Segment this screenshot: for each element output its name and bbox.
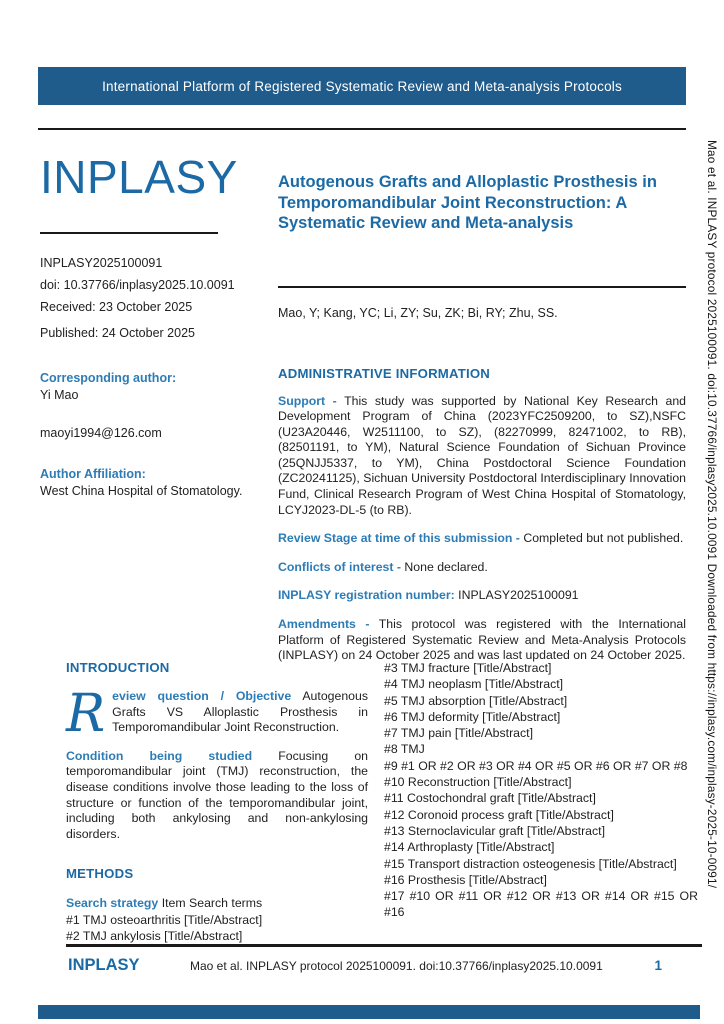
amendments-label: Amendments - — [278, 617, 370, 632]
search-strategy-label: Search strategy — [66, 896, 159, 911]
logo-divider — [40, 232, 218, 234]
administrative-heading: ADMINISTRATIVE INFORMATION — [278, 365, 491, 381]
support-text: This study was supported by National Key Research and Development Program of China (2023YFC2509200, to SZ),NSFC (U23A20446, W2511100, to SZ), (82270999, 82471002, to RB), (82501191, to YM), Natural Science Foundation of Sichuan Province (25QNJJ5337, to YM), China Postdoctoral Science Foundation (ZC20241125), Sichuan University Postdoctoral Interdisciplinary Innovation Fund, Clinical Research Program of West China Hospital of Stomatology, LCYJ2023-DL-5 (to RB). — [278, 393, 686, 517]
published-date: Published: 24 October 2025 — [40, 326, 195, 340]
search-term: #6 TMJ deformity [Title/Abstract] — [384, 709, 561, 724]
condition-text: Focusing on temporomandibular joint (TMJ) reconstruction, the disease conditions involve those leading to the loss of structure or function of the temporomandibular joint, including both ankylosing and non-ankylosing disorders. — [66, 748, 369, 841]
search-term: #8 TMJ — [384, 742, 425, 757]
methods-heading: METHODS — [66, 866, 134, 882]
conflicts-paragraph — [278, 560, 686, 576]
registration-number-text: INPLASY2025100091 — [458, 588, 579, 603]
vertical-citation-text: Mao et al. INPLASY protocol 2025100091. doi:10.37766/inplasy2025.10.0091 Downloaded from https://inplasy.com/inplasy-2025-10-0091/ — [705, 140, 719, 889]
search-term: #5 TMJ absorption [Title/Abstract] — [384, 693, 568, 708]
amendments-paragraph — [278, 617, 686, 664]
footer-citation: Mao et al. INPLASY protocol 2025100091. doi:10.37766/inplasy2025.10.0091 — [190, 959, 603, 973]
review-stage-text: Completed but not published. — [523, 531, 684, 546]
search-term: #9 #1 OR #2 OR #3 OR #4 OR #5 OR #6 OR #7 OR #8 — [384, 758, 688, 773]
corresponding-author-name: Yi Mao — [40, 388, 79, 402]
registration-id: INPLASY2025100091 — [40, 256, 163, 270]
search-term: #11 Costochondral graft [Title/Abstract] — [384, 791, 596, 806]
platform-banner-text: International Platform of Registered Systematic Review and Meta-analysis Protocols — [102, 78, 622, 94]
search-term: #12 Coronoid process graft [Title/Abstract] — [384, 807, 614, 822]
search-term: #13 Sternoclavicular graft [Title/Abstract] — [384, 823, 605, 838]
main-column — [278, 172, 686, 664]
support-label: Support - — [278, 393, 337, 408]
doi: doi: 10.37766/inplasy2025.10.0091 — [40, 278, 235, 292]
article-title: Autogenous Grafts and Alloplastic Prosthesis in Temporomandibular Joint Reconstruction: A Systematic Review and Meta-analysis — [278, 173, 657, 232]
platform-banner — [38, 67, 686, 105]
search-term: #3 TMJ fracture [Title/Abstract] — [384, 661, 552, 675]
lower-two-column-section — [66, 660, 698, 944]
corresponding-author-label: Corresponding author: — [40, 371, 177, 385]
registration-number-label: INPLASY registration number: — [278, 588, 455, 603]
review-question-paragraph — [66, 684, 368, 744]
affiliation-name: West China Hospital of Stomatology. — [40, 484, 243, 498]
search-term: #14 Arthroplasty [Title/Abstract] — [384, 840, 555, 855]
corresponding-author-email: maoyi1994@126.com — [40, 426, 162, 440]
title-divider — [278, 286, 686, 288]
review-question-label: eview question / Objective — [112, 689, 292, 703]
search-term: #17 #10 OR #11 OR #12 OR #13 OR #14 OR #15 OR #16 — [384, 889, 698, 920]
search-strategy-line — [66, 895, 368, 911]
search-strategy-intro: Item Search terms — [161, 896, 263, 911]
search-term: #16 Prosthesis [Title/Abstract] — [384, 872, 547, 887]
metadata-column — [40, 152, 272, 500]
conflicts-text: None declared. — [404, 559, 488, 574]
condition-paragraph — [66, 749, 368, 843]
search-term: #2 TMJ ankylosis [Title/Abstract] — [66, 928, 243, 943]
review-question-text: Autogenous Grafts VS Alloplastic Prosthesis in Temporomandibular Joint Reconstruction. — [112, 689, 368, 735]
footer-logo: INPLASY — [68, 956, 140, 974]
conflicts-label: Conflicts of interest - — [278, 559, 401, 574]
top-divider — [38, 128, 686, 130]
bottom-blue-bar — [38, 1005, 700, 1019]
introduction-column — [66, 660, 368, 944]
footer-divider — [66, 944, 702, 947]
review-stage-label: Review Stage at time of this submission - — [278, 531, 520, 546]
corresponding-author-block — [40, 370, 272, 404]
footer — [68, 956, 662, 975]
review-stage-paragraph — [278, 531, 686, 547]
amendments-text: This protocol was registered with the International Platform of Registered Systematic Review and Meta-Analysis Protocols (INPLASY) on 24 October 2025 and was last updated on 24 October 2025. — [278, 617, 687, 663]
inplasy-logo: INPLASY — [40, 151, 238, 203]
introduction-heading: INTRODUCTION — [66, 660, 170, 675]
dropcap-letter: R — [66, 684, 106, 744]
registration-paragraph — [278, 588, 686, 604]
search-term: #7 TMJ pain [Title/Abstract] — [384, 726, 533, 741]
affiliation-label: Author Affiliation: — [40, 467, 146, 481]
search-term: #15 Transport distraction osteogenesis [Title/Abstract] — [384, 856, 677, 871]
search-term: #4 TMJ neoplasm [Title/Abstract] — [384, 677, 564, 692]
search-term: #1 TMJ osteoarthritis [Title/Abstract] — [66, 912, 263, 927]
received-date: Received: 23 October 2025 — [40, 300, 193, 314]
footer-page-number: 1 — [654, 958, 662, 973]
support-paragraph — [278, 394, 686, 519]
authors-line: Mao, Y; Kang, YC; Li, ZY; Su, ZK; Bi, RY; Zhu, SS. — [278, 305, 558, 320]
affiliation-block — [40, 466, 272, 500]
condition-label: Condition being studied — [66, 748, 253, 763]
search-term: #10 Reconstruction [Title/Abstract] — [384, 775, 572, 790]
search-terms-column — [384, 660, 698, 944]
